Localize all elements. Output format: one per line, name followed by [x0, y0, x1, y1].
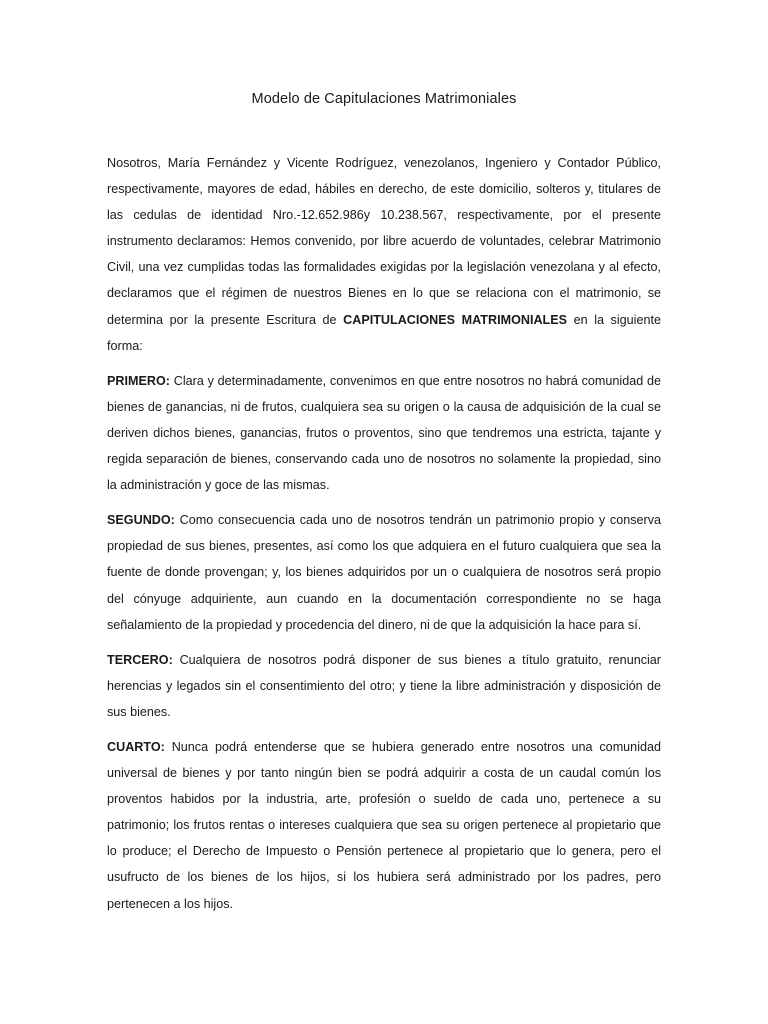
- intro-paragraph: [107, 150, 661, 359]
- clause-text: Clara y determinadamente, convenimos en que entre nosotros no habrá comunidad de bienes de ganancias, ni de frutos, cualquiera sea su origen o la causa de adquisición de la cual se deriven dichos bienes, ganancias, frutos o proventos, sino que tendremos una estricta, tajante y regida separación de bienes, conservando cada uno de nosotros no solamente la propiedad, sino la administración y goce de las mismas.: [107, 373, 661, 493]
- intro-bold-term: CAPITULACIONES MATRIMONIALES: [343, 312, 568, 327]
- clause-heading: PRIMERO:: [107, 373, 170, 388]
- clause-text: Cualquiera de nosotros podrá disponer de sus bienes a título gratuito, renunciar herencias y legados sin el consentimiento del otro; y tiene la libre administración y disposición de sus bienes.: [107, 652, 661, 719]
- clause-text: Como consecuencia cada uno de nosotros tendrán un patrimonio propio y conserva propiedad de sus bienes, presentes, así como los que adquiera en el futuro cualquiera que sea la fuente de donde provengan; y, los bienes adquiridos por un o cualquiera de nosotros será propio del cónyuge adquiriente, aun cuando en la documentación correspondiente no se haga señalamiento de la propiedad y procedencia del dinero, ni de que la adquisición la hace para sí.: [107, 513, 661, 632]
- intro-text-after: en la siguiente forma:: [107, 312, 661, 353]
- intro-text-before: Nosotros, María Fernández y Vicente Rodríguez, venezolanos, Ingeniero y Contador Público, respectivamente, mayores de edad, hábiles en derecho, de este domicilio, solteros y, titulares de las cedulas de identidad Nro.-12.652.986y 10.238.567, respectivamente, por el presente instrumento declaramos: Hemos convenido, por libre acuerdo de voluntades, celebrar Matrimonio Civil, una vez cumplidas todas las formalidades exigidas por la legislación venezolana y al efecto, declaramos que el régimen de nuestros Bienes en lo que se relaciona con el matrimonio, se determina por la presente Escritura de: [107, 156, 661, 327]
- document-title: Modelo de Capitulaciones Matrimoniales: [251, 91, 517, 107]
- clause-heading: CUARTO:: [107, 739, 165, 754]
- clause-text: Nunca podrá entenderse que se hubiera generado entre nosotros una comunidad universal de bienes y por tanto ningún bien se podrá adquirir a costa de un caudal común los proventos habidos por la industria, arte, profesión o sueldo de cada uno, pertenece a su patrimonio; los frutos rentas o intereses cualquiera que sea su origen pertenece al propietario que lo produce; el Derecho de Impuesto o Pensión pertenece al propietario que lo genera, pero el usufructo de los bienes de los hijos, si los hubiera será administrado por los padres, pero pertenecen a los hijos.: [107, 739, 661, 911]
- clause-primero: [107, 368, 661, 498]
- clause-heading: TERCERO:: [107, 652, 173, 667]
- document-body: [107, 150, 661, 926]
- clause-cuarto: [107, 734, 661, 917]
- clause-heading: SEGUNDO:: [107, 513, 175, 528]
- clause-tercero: [107, 647, 661, 725]
- clause-segundo: [107, 507, 661, 637]
